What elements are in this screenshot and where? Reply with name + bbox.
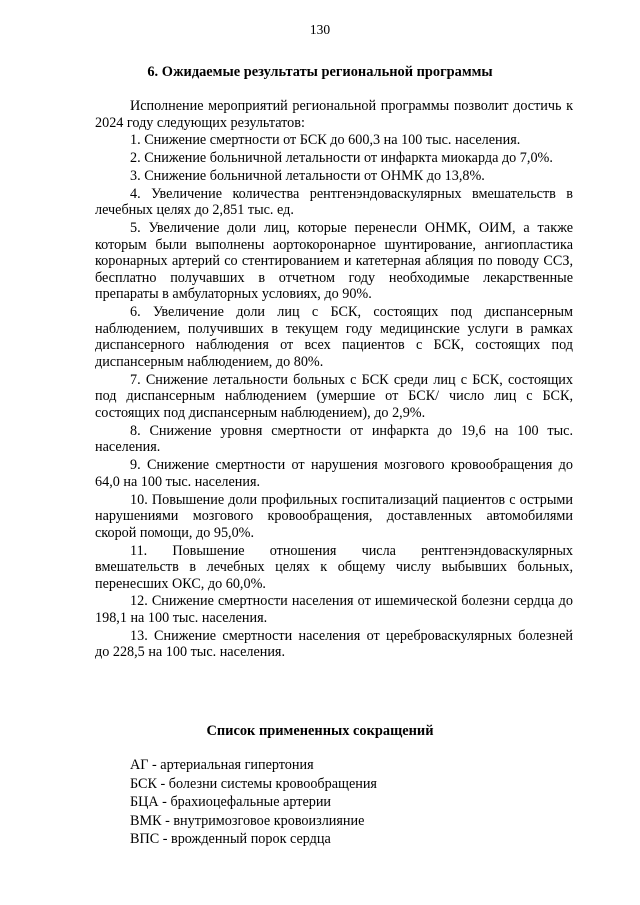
result-item: 4. Увеличение количества рентгенэндоваскулярных вмешательств в лечебных целях до 2,851 тыс. ед. [95,185,573,219]
result-item: 3. Снижение больничной летальности от ОНМК до 13,8%. [130,167,485,184]
result-item: 11. Повышение отношения числа рентгенэндоваскулярных вмешательств в лечебных целях к общему числу выбывших больных, перенесших ОКС, до 60,0%. [95,542,573,592]
abbreviation-item: БСК - болезни системы кровообращения [130,775,377,792]
result-item: 8. Снижение уровня смертности от инфаркта до 19,6 на 100 тыс. населения. [95,422,573,456]
abbreviations-title: Список примененных сокращений [206,723,434,739]
result-item: 6. Увеличение доли лиц с БСК, состоящих под диспансерным наблюдением, получивших в текущем году медицинские услуги в рамках диспансерного наблюдения от всех пациентов с БСК, состоящих под диспансерным наблюдением, до 80%. [95,304,573,371]
abbreviation-item: АГ - артериальная гипертония [130,757,314,773]
abbreviation-item: ВПС - врожденный порок сердца [130,831,331,847]
result-item: 13. Снижение смертности населения от цереброваскулярных болезней до 228,5 на 100 тыс. населения. [95,627,573,661]
abbreviations-list [130,756,550,849]
result-item: 12. Снижение смертности населения от ишемической болезни сердца до 198,1 на 100 тыс. населения. [95,593,573,627]
result-item: 7. Снижение летальности больных с БСК среди лиц с БСК, состоящих под диспансерным наблюдением (умершие от БСК/ число лиц с БСК, состоящих под диспансерным наблюдением), до 2,9%. [95,371,573,421]
result-item: 10. Повышение доли профильных госпитализаций пациентов с острыми нарушениями мозгового кровообращения, доставленных автомобилями скорой помощи, до 95,0%. [95,491,573,541]
result-item: 2. Снижение больничной летальности от инфаркта миокарда до 7,0%. [130,150,553,167]
page-number: 130 [309,22,331,37]
abbreviation-item: ВМК - внутримозговое кровоизлияние [130,812,365,829]
section-body [95,98,573,662]
intro-paragraph: Исполнение мероприятий региональной программы позволит достичь к 2024 году следующих результатов: [95,98,573,131]
abbreviation-item: БЦА - брахиоцефальные артерии [130,794,332,810]
section-title: 6. Ожидаемые результаты региональной программы [147,64,493,80]
result-item: 5. Увеличение доли лиц, которые перенесли ОНМК, ОИМ, а также которым были выполнены аортокоронарное шунтирование, ангиопластика коронарных артерий со стентированием и катетерная абляция по поводу ССЗ, бесплатно получавших в отчетном году необходимые лекарственные препараты в амбулаторных условиях, до 90%. [95,220,573,303]
result-item: 1. Снижение смертности от БСК до 600,3 на 100 тыс. населения. [130,132,521,149]
result-item: 9. Снижение смертности от нарушения мозгового кровообращения до 64,0 на 100 тыс. населения. [95,457,573,490]
